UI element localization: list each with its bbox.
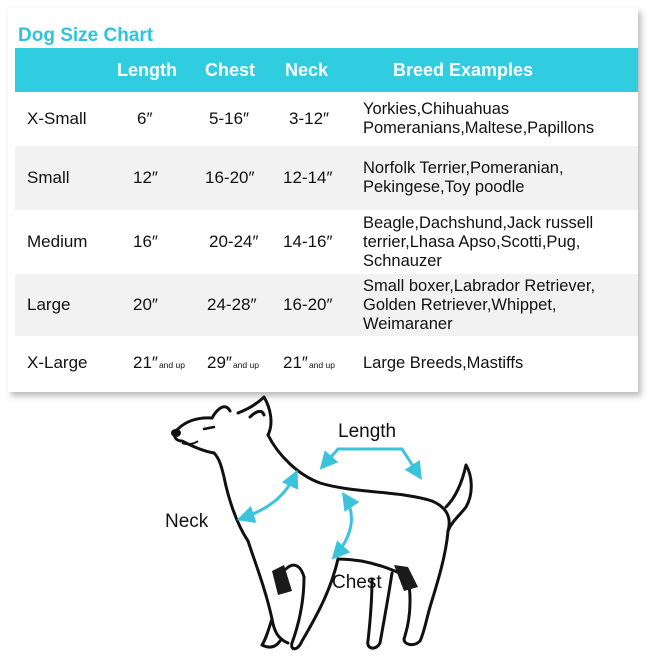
neck-value: 12-14″ [283, 168, 333, 187]
chart-title: Dog Size Chart [18, 25, 154, 46]
header-chest: Chest [205, 59, 256, 80]
table-row [15, 210, 638, 274]
dog-illustration [175, 397, 472, 649]
length-value: 16″ [133, 232, 158, 251]
header-breed-examples: Breed Examples [393, 59, 534, 80]
breed-line: Large Breeds,Mastiffs [363, 353, 524, 372]
chest-value: 20-24″ [209, 232, 259, 251]
breed-line: Pomeranians,Maltese,Papillons [363, 119, 595, 137]
header-neck: Neck [285, 59, 329, 80]
breed-line: Yorkies,Chihuahuas [363, 100, 510, 118]
header-length: Length [117, 59, 177, 80]
length-label: Length [338, 421, 397, 442]
neck-label: Neck [165, 511, 209, 532]
table-row [15, 146, 638, 210]
chest-value [199, 336, 279, 390]
table-row [15, 274, 638, 336]
size-label: Small [27, 168, 70, 187]
table-row [15, 336, 638, 390]
neck-value [279, 336, 363, 390]
dog-measurement-diagram [0, 395, 658, 658]
chest-number: 29″ [207, 353, 232, 372]
size-chart-card [8, 8, 638, 392]
size-label: X-Large [27, 353, 88, 372]
chest-value: 16-20″ [205, 168, 255, 187]
breed-line: terrier,Lhasa Apso,Scotti,Pug, [363, 232, 581, 251]
chest-value: 24-28″ [207, 295, 257, 314]
length-number: 21″ [133, 353, 158, 372]
neck-number: 21″ [283, 353, 308, 372]
header-size [15, 48, 111, 92]
breed-examples [363, 210, 638, 274]
neck-arrow [240, 473, 296, 519]
breed-examples [363, 146, 638, 210]
breed-examples [363, 274, 638, 336]
and-up-suffix: and up [308, 360, 335, 370]
and-up-suffix: and up [232, 360, 259, 370]
table-row [15, 92, 638, 146]
chest-label: Chest [332, 572, 382, 593]
leg-patch [272, 565, 292, 595]
neck-value: 16-20″ [283, 295, 333, 314]
header-row [15, 48, 638, 92]
neck-value: 3-12″ [289, 109, 330, 128]
neck-value: 14-16″ [283, 232, 333, 251]
breed-line: Weimaraner [363, 314, 453, 333]
size-label: Medium [27, 232, 88, 251]
size-label: Large [27, 295, 71, 314]
breed-line: Small boxer,Labrador Retriever, [363, 276, 596, 295]
size-table [15, 48, 638, 390]
breed-line: Beagle,Dachshund,Jack russell [363, 213, 594, 232]
and-up-suffix: and up [158, 360, 185, 370]
breed-line: Pekingese,Toy poodle [363, 178, 525, 196]
breed-line: Schnauzer [363, 251, 442, 270]
chest-value: 5-16″ [209, 109, 250, 128]
length-value: 20″ [133, 295, 158, 314]
length-value: 6″ [137, 109, 153, 128]
size-label: X-Small [27, 109, 87, 128]
breed-examples [363, 336, 638, 390]
length-arrow [322, 449, 420, 477]
breed-line: Norfolk Terrier,Pomeranian, [363, 159, 564, 177]
leg-patch [394, 565, 418, 591]
measurement-arrows [240, 449, 420, 557]
breed-examples [363, 92, 638, 146]
breed-line: Golden Retriever,Whippet, [363, 295, 557, 314]
length-value: 12″ [133, 168, 158, 187]
length-value [111, 336, 199, 390]
chest-arrow [334, 495, 351, 557]
